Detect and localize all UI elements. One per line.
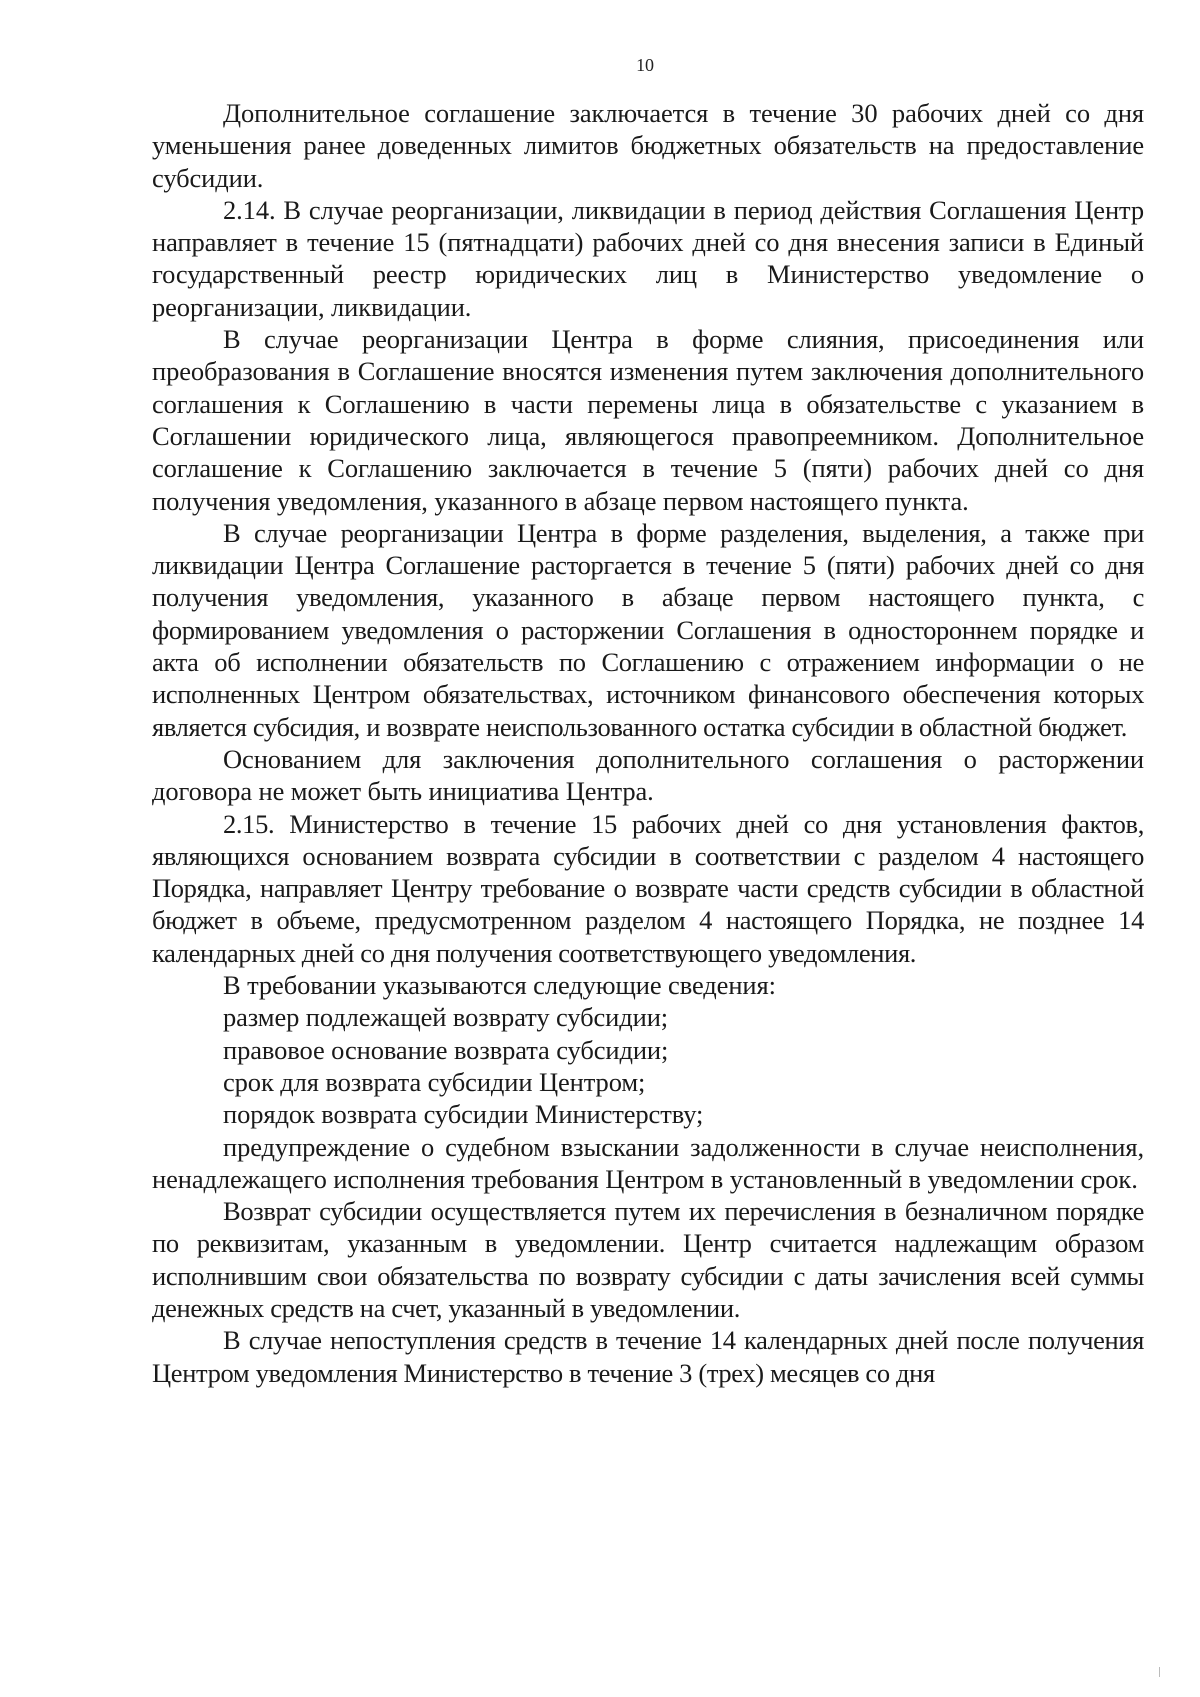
page-number: 10 bbox=[636, 55, 654, 75]
paragraph-division-liquidation: В случае реорганизации Центра в форме разделения, выделения, а также при ликвидации Центра Соглашение расторгается в течение 5 (пяти) рабочих дней со дня получения уведомления, указанного в абзаце первом настоящего пункта, с формированием уведомления о расторжении Соглашения в одностороннем порядке и акта об исполнении обязательств по Соглашению с отражением информации о не исполненных Центром обязательствах, источником финансового обеспечения которых является субсидия, и возврате неиспользованного остатка субсидии в областной бюджет. bbox=[152, 517, 1144, 742]
list-item: порядок возврата субсидии Министерству; bbox=[223, 1099, 704, 1130]
list-item: размер подлежащей возврату субсидии; bbox=[223, 1002, 669, 1033]
paragraph-court-warning: предупреждение о судебном взыскании задолженности в случае неисполнения, ненадлежащего исполнения требования Центром в установленный в уведомлении срок. bbox=[152, 1131, 1144, 1194]
paragraph-merger-reorganization: В случае реорганизации Центра в форме слияния, присоединения или преобразования в Соглашение вносятся изменения путем заключения дополнительного соглашения к Соглашению в части перемены лица в обязательстве с указанием в Соглашении юридического лица, являющегося правопреемником. Дополнительное соглашение к Соглашению заключается в течение 5 (пяти) рабочих дней со дня получения уведомления, указанного в абзаце первом настоящего пункта. bbox=[152, 324, 1144, 516]
paragraph-non-receipt: В случае непоступления средств в течение 14 календарных дней после получения Центром уведомления Министерство в течение 3 (трех) месяцев со дня bbox=[152, 1325, 1144, 1388]
paragraph-requirement-intro: В требовании указываются следующие сведения: bbox=[223, 970, 776, 1001]
paragraph-2-15: 2.15. Министерство в течение 15 рабочих дней со дня установления фактов, являющихся основанием возврата субсидии в соответствии с разделом 4 настоящего Порядка, направляет Центру требование о возврате части средств субсидии в областной бюджет в объеме, предусмотренном разделом 4 настоящего Порядка, не позднее 14 календарных дней со дня получения соответствующего уведомления. bbox=[152, 808, 1144, 968]
paragraph-additional-agreement: Дополнительное соглашение заключается в течение 30 рабочих дней со дня уменьшения ранее доведенных лимитов бюджетных обязательств на предоставление субсидии. bbox=[152, 98, 1144, 193]
list-item: срок для возврата субсидии Центром; bbox=[223, 1066, 646, 1097]
paragraph-termination-basis: Основанием для заключения дополнительного соглашения о расторжении договора не может быть инициатива Центра. bbox=[152, 743, 1144, 807]
paragraph-2-14: 2.14. В случае реорганизации, ликвидации в период действия Соглашения Центр направляет в течение 15 (пятнадцати) рабочих дней со дня внесения записи в Единый государственный реестр юридических лиц в Министерство уведомление о реорганизации, ликвидации. bbox=[152, 194, 1144, 322]
scan-mark bbox=[1159, 1667, 1160, 1677]
document-body bbox=[152, 97, 1144, 1389]
paragraph-return-procedure: Возврат субсидии осуществляется путем их перечисления в безналичном порядке по реквизитам, указанным в уведомлении. Центр считается надлежащим образом исполнившим свои обязательства по возврату субсидии с даты зачисления всей суммы денежных средств на счет, указанный в уведомлении. bbox=[152, 1196, 1144, 1323]
list-item: правовое основание возврата субсидии; bbox=[223, 1034, 669, 1065]
